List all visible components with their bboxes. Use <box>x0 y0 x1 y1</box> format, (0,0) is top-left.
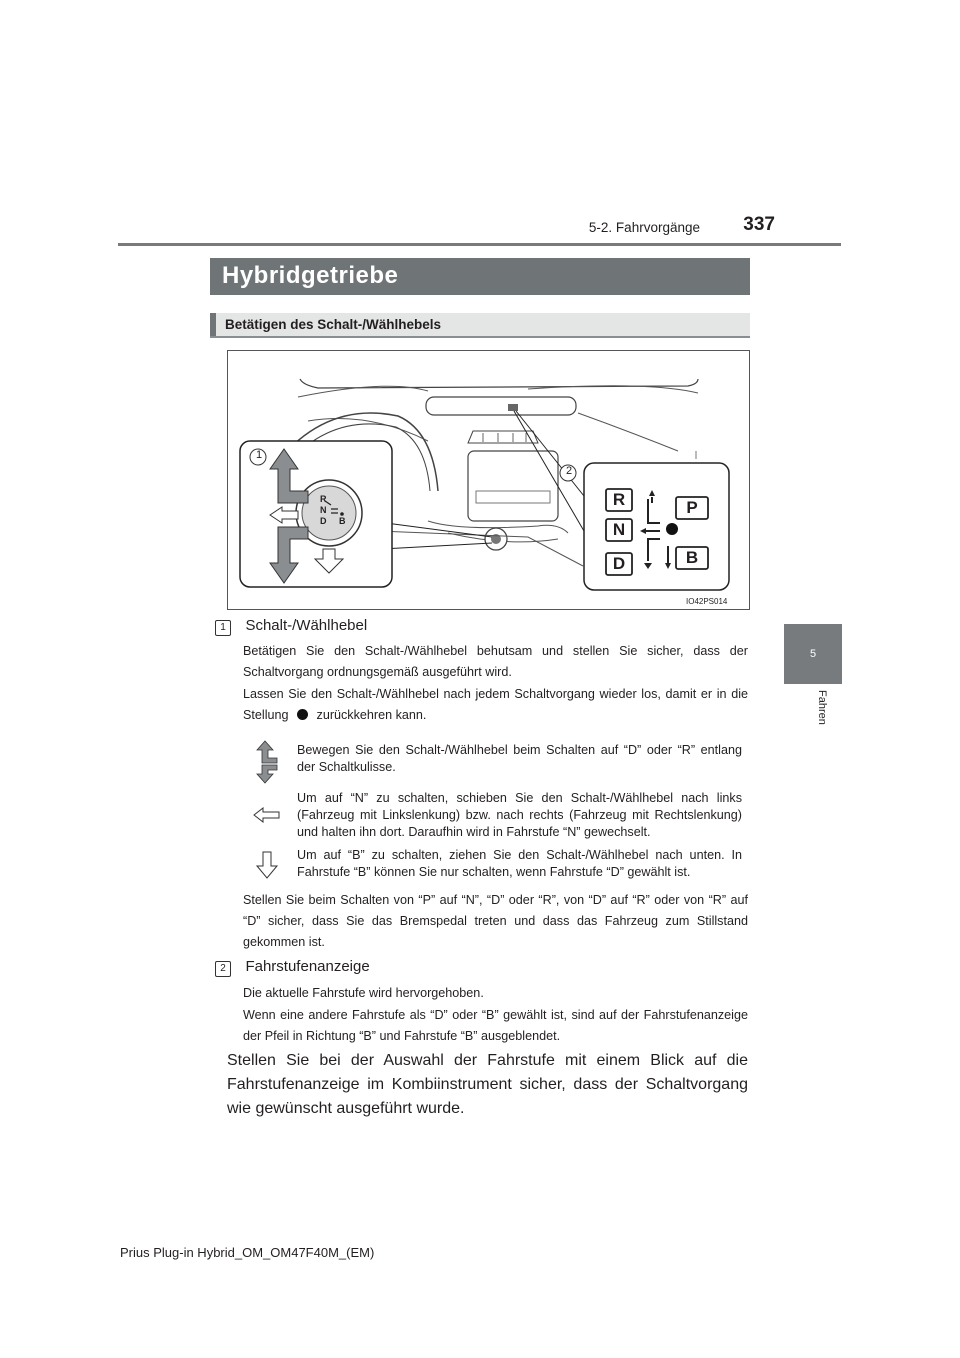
up-down-arrow-icon <box>252 740 282 784</box>
indicator-d: D <box>612 554 626 573</box>
item-2-heading <box>215 958 370 977</box>
indicator-r: R <box>612 490 626 509</box>
header-section: 5-2. Fahrvorgänge <box>588 220 700 235</box>
lever-letter-r: R <box>320 494 327 504</box>
chapter-tab <box>784 624 842 684</box>
section-title-text: Betätigen des Schalt-/Wählhebels <box>225 317 442 332</box>
page-number: 337 <box>743 214 775 235</box>
instruction-text-3: Um auf “B” zu schalten, ziehen Sie den Schalt-/Wählhebel nach unten. In Fahrstufe “B” können Sie nur schalten, wenn Fahrstufe “D” gewählt ist. <box>297 848 742 879</box>
instruction-text-2: Um auf “N” zu schalten, schieben Sie den Schalt-/Wählhebel nach links (Fahrzeug mit Linkslenkung) bzw. nach rechts (Fahrzeug mit Rechtslenkung) und halten ihn dort. Daraufhin wird in Fahrstufe “N” gewechselt. <box>297 791 742 839</box>
header-rule <box>118 243 841 246</box>
chapter-number: 5 <box>809 648 817 660</box>
figure-callout-1: 1 <box>255 449 263 461</box>
item-1-para-1: Betätigen Sie den Schalt-/Wählhebel behutsam und stellen Sie sicher, dass der Schaltvorgang ordnungsgemäß ausgeführt wird. <box>243 644 748 679</box>
chapter-label: Fahren <box>816 690 828 725</box>
instruction-row <box>252 789 748 841</box>
page-title: Hybridgetriebe <box>210 258 750 295</box>
item-1-para-2: Lassen Sie den Schalt-/Wählhebel nach jedem Schaltvorgang wieder los, damit er in die Stellung zurückkehren kann. <box>243 687 748 722</box>
indicator-b: B <box>685 548 699 567</box>
indicator-n: N <box>612 520 626 539</box>
instruction-text-1: Bewegen Sie den Schalt-/Wählhebel beim Schalten auf “D” oder “R” entlang der Schaltkulisse. <box>297 743 742 774</box>
left-arrow-icon <box>252 807 282 823</box>
figure-callout-2: 2 <box>565 465 573 477</box>
dashboard-illustration <box>228 351 749 609</box>
item-1-title: Schalt-/Wählhebel <box>245 617 368 634</box>
item-2-para-2: Wenn eine andere Fahrstufe als “D” oder “B” gewählt ist, sind auf der Fahrstufenanzeige der Pfeil in Richtung “B” und Fahrstufe “B” ausgeblendet. <box>243 1008 748 1043</box>
lever-letter-b: B <box>339 516 346 526</box>
figure-code: IO42PS014 <box>686 597 728 606</box>
footer-model: Prius Plug-in Hybrid_OM_OM47F40M_(EM) <box>120 1245 375 1260</box>
section-title <box>210 313 750 338</box>
section-title-bar <box>210 313 216 336</box>
closing-paragraph: Stellen Sie bei der Auswahl der Fahrstufe mit einem Blick auf die Fahrstufenanzeige im Kombiinstrument sicher, dass der Schaltvorgang wie gewünscht ausgeführt wurde. <box>227 1052 748 1117</box>
item-1-para-3: Stellen Sie beim Schalten von “P” auf “N”, “D” oder “R”, von “D” auf “R” oder von “R” auf “D” sicher, dass Sie das Bremspedal treten und dass das Fahrzeug zum Stillstand gekommen ist. <box>243 893 748 949</box>
lever-letter-n: N <box>320 505 327 515</box>
lever-letter-d: D <box>320 516 327 526</box>
item-1-number: 1 <box>215 620 231 636</box>
instruction-row <box>252 740 748 785</box>
indicator-p: P <box>686 498 698 517</box>
item-2-number: 2 <box>215 961 231 977</box>
item-2-para-1: Die aktuelle Fahrstufe wird hervorgehoben. <box>243 986 484 1000</box>
shift-lever-figure <box>227 350 750 610</box>
neutral-dot-icon <box>297 709 308 720</box>
instruction-row <box>252 846 748 884</box>
item-2-title: Fahrstufenanzeige <box>245 958 370 975</box>
down-arrow-icon <box>252 851 282 879</box>
item-1-heading <box>215 617 367 636</box>
